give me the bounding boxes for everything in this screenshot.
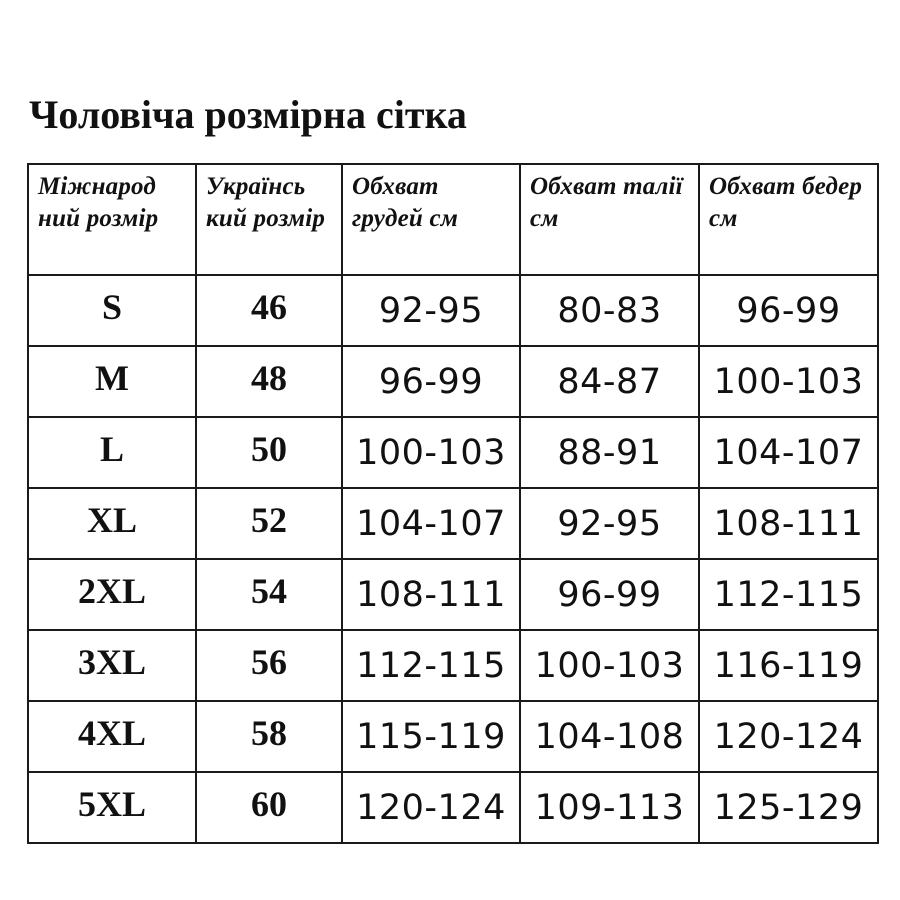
international-size-cell: 2XL [28, 559, 196, 630]
table-row [28, 275, 878, 346]
table-row [28, 417, 878, 488]
hip-cell: 120-124 [699, 701, 878, 772]
chest-cell: 92-95 [342, 275, 520, 346]
table-row [28, 488, 878, 559]
page-title: Чоловіча розмірна сітка [29, 92, 467, 137]
international-size-cell: XL [28, 488, 196, 559]
waist-cell: 100-103 [520, 630, 699, 701]
table-row [28, 772, 878, 843]
ukrainian-size-cell: 52 [196, 488, 342, 559]
waist-cell: 96-99 [520, 559, 699, 630]
ukrainian-size-cell: 56 [196, 630, 342, 701]
international-size-cell: M [28, 346, 196, 417]
hip-cell: 108-111 [699, 488, 878, 559]
chest-cell: 112-115 [342, 630, 520, 701]
header-hip-girth: Обхват бедер см [699, 164, 878, 275]
international-size-cell: S [28, 275, 196, 346]
hip-cell: 116-119 [699, 630, 878, 701]
chest-cell: 115-119 [342, 701, 520, 772]
chest-cell: 100-103 [342, 417, 520, 488]
ukrainian-size-cell: 60 [196, 772, 342, 843]
header-waist-girth: Обхват талії см [520, 164, 699, 275]
ukrainian-size-cell: 58 [196, 701, 342, 772]
waist-cell: 92-95 [520, 488, 699, 559]
international-size-cell: 4XL [28, 701, 196, 772]
ukrainian-size-cell: 48 [196, 346, 342, 417]
hip-cell: 104-107 [699, 417, 878, 488]
chest-cell: 108-111 [342, 559, 520, 630]
table-row [28, 701, 878, 772]
table-row [28, 559, 878, 630]
waist-cell: 84-87 [520, 346, 699, 417]
hip-cell: 96-99 [699, 275, 878, 346]
ukrainian-size-cell: 46 [196, 275, 342, 346]
chest-cell: 104-107 [342, 488, 520, 559]
size-chart-table [27, 163, 879, 844]
waist-cell: 88-91 [520, 417, 699, 488]
hip-cell: 112-115 [699, 559, 878, 630]
header-ukrainian-size: Українсь кий розмір [196, 164, 342, 275]
header-international-size: Міжнарод ний розмір [28, 164, 196, 275]
international-size-cell: 3XL [28, 630, 196, 701]
table-row [28, 630, 878, 701]
header-row [28, 164, 878, 275]
table-row [28, 346, 878, 417]
ukrainian-size-cell: 54 [196, 559, 342, 630]
chest-cell: 120-124 [342, 772, 520, 843]
ukrainian-size-cell: 50 [196, 417, 342, 488]
chest-cell: 96-99 [342, 346, 520, 417]
waist-cell: 104-108 [520, 701, 699, 772]
waist-cell: 109-113 [520, 772, 699, 843]
waist-cell: 80-83 [520, 275, 699, 346]
hip-cell: 100-103 [699, 346, 878, 417]
international-size-cell: 5XL [28, 772, 196, 843]
hip-cell: 125-129 [699, 772, 878, 843]
international-size-cell: L [28, 417, 196, 488]
header-chest-girth: Обхват грудей см [342, 164, 520, 275]
